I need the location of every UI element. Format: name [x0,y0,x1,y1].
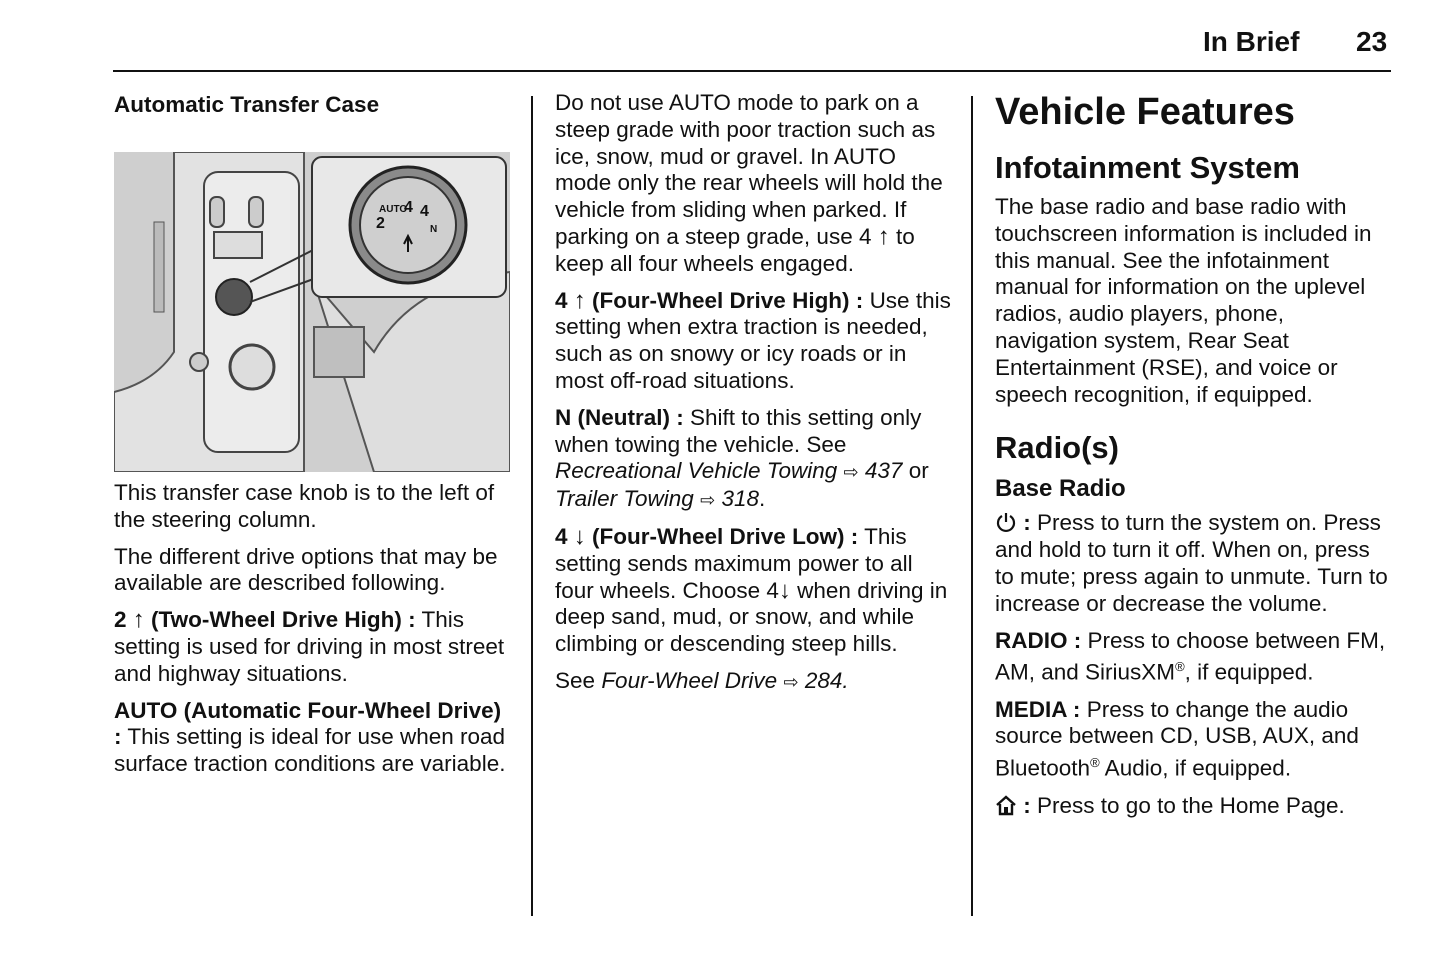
transfer-case-heading: Automatic Transfer Case [114,92,380,117]
neutral-entry: N (Neutral) : Shift to this setting only when towing the vehicle. See Recreational Vehicle Towing ⇨ 437 or Trailer Towing ⇨ 318. [555,404,929,512]
transfer-case-drawing [114,152,510,472]
auto-term: AUTO (Automatic Four-Wheel Drive) : [114,697,502,750]
svg-text:2: 2 [376,215,385,232]
svg-text:N: N [430,224,438,235]
column-3 [995,90,1390,829]
home-term: : [1023,792,1031,818]
rv-towing-link[interactable]: Recreational Vehicle Towing [555,458,838,484]
see-text: See [555,667,596,693]
knob-location-text: This transfer case knob is to the left of the steering column. [114,480,495,532]
or-text: or [908,458,929,484]
home-text: Press to go to the Home Page. [1037,792,1345,818]
column-2 [555,90,955,706]
four-wheel-high-text: Use this setting when extra traction is needed, such as on snowy or icy roads or in most off-road situations. [555,287,951,393]
media-text: Press to change the audio source between CD, USB, AUX, and Bluetooth [995,696,1359,781]
four-wheel-low-entry [555,524,955,658]
down-arrow-icon: ↓ [573,522,586,550]
page-ref-icon: ⇨ [700,490,716,511]
column-divider-2 [971,96,973,916]
home-entry [995,793,1390,820]
page-ref-icon: ⇨ [843,462,859,483]
four-wheel-low-text: This setting sends maximum power to all four wheels. Choose 4 [555,523,913,603]
page-number: 23 [1356,26,1388,57]
column-divider-1 [531,96,533,916]
header-rule [113,70,1391,72]
four-wheel-low-text-end: when driving in deep sand, mud, or snow, and while climbing or descending steep hills. [555,577,948,657]
home-icon [995,794,1017,816]
header-title: In Brief [1203,26,1300,57]
up-arrow-icon: ↑ [877,222,890,250]
svg-text:AUTO: AUTO [379,204,408,215]
radio-text-end: , if equipped. [1184,659,1314,685]
infotainment-heading: Infotainment System [995,150,1300,185]
down-arrow-icon: ↓ [778,576,791,604]
rv-towing-page[interactable]: 437 [864,458,903,484]
trailer-towing-link[interactable]: Trailer Towing [555,486,694,512]
two-wheel-high-entry [114,607,514,687]
infotainment-text: The base radio and base radio with touchscreen information is included in this manual. See the infotainment manual for information on the uplevel radios, audio players, phone, navigation system, Rear Seat Entertainment (RSE), and voice or speech recognition, if equipped. [995,194,1372,407]
auto-entry [114,698,514,778]
four-wheel-drive-link[interactable]: Four-Wheel Drive [601,667,778,693]
auto-park-text: Do not use AUTO mode to park on a steep grade with poor traction such as ice, snow, mud or gravel. In AUTO mode only the rear wheels will hold the vehicle from sliding when parked. If parking on a steep grade, use 4 [555,90,943,249]
trailer-towing-page[interactable]: 318 [721,486,759,512]
radios-heading: Radio(s) [995,430,1119,466]
transfer-case-illustration [114,152,510,472]
auto-text: This setting is ideal for use when road surface traction conditions are variable. [114,724,506,777]
column-1 [114,90,514,788]
auto-park-warning [555,90,955,278]
four-wheel-low-number: 4 [555,523,568,549]
drive-options-intro: The different drive options that may be available are described following. [114,543,498,596]
power-term: : [1023,510,1031,536]
power-entry [995,510,1390,617]
media-term: MEDIA : [995,696,1081,722]
media-text-end: Audio, if equipped. [1099,755,1292,781]
radio-term: RADIO : [995,627,1082,653]
svg-text:4: 4 [420,203,429,220]
two-wheel-high-term: (Two-Wheel Drive High) : [151,607,416,633]
media-entry [995,697,1390,783]
neutral-text: Shift to this setting only when towing the vehicle. See [555,404,922,457]
four-wheel-high-number: 4 [555,287,568,313]
radio-text: Press to choose between FM, AM, and SiriusXM [995,627,1386,685]
four-wheel-high-entry [555,288,955,395]
radio-entry [995,628,1390,687]
power-icon [995,511,1017,533]
four-wheel-high-term: (Four-Wheel Drive High) : [592,287,864,313]
vehicle-features-title: Vehicle Features [995,91,1295,133]
power-text: Press to turn the system on. Press and hold to turn it off. When on, press to mute; press again to unmute. Turn to increase or decrease the volume. [995,510,1388,616]
two-wheel-high-number: 2 [114,607,127,633]
up-arrow-icon: ↑ [573,286,586,314]
svg-text:4: 4 [404,199,413,216]
base-radio-heading: Base Radio [995,475,1126,503]
up-arrow-icon: ↑ [132,606,145,634]
registered-mark: ® [1090,755,1100,771]
auto-park-text-end: to keep all four wheels engaged. [555,223,915,276]
four-wheel-low-term: (Four-Wheel Drive Low) : [592,523,859,549]
registered-mark: ® [1175,659,1185,675]
two-wheel-high-text: This setting is used for driving in most street and highway situations. [114,607,505,686]
page-ref-icon: ⇨ [783,671,799,692]
neutral-term: N (Neutral) : [555,404,684,430]
see-also: See Four-Wheel Drive ⇨ 284. [555,667,849,693]
four-wheel-drive-page[interactable]: 284 [804,667,843,693]
